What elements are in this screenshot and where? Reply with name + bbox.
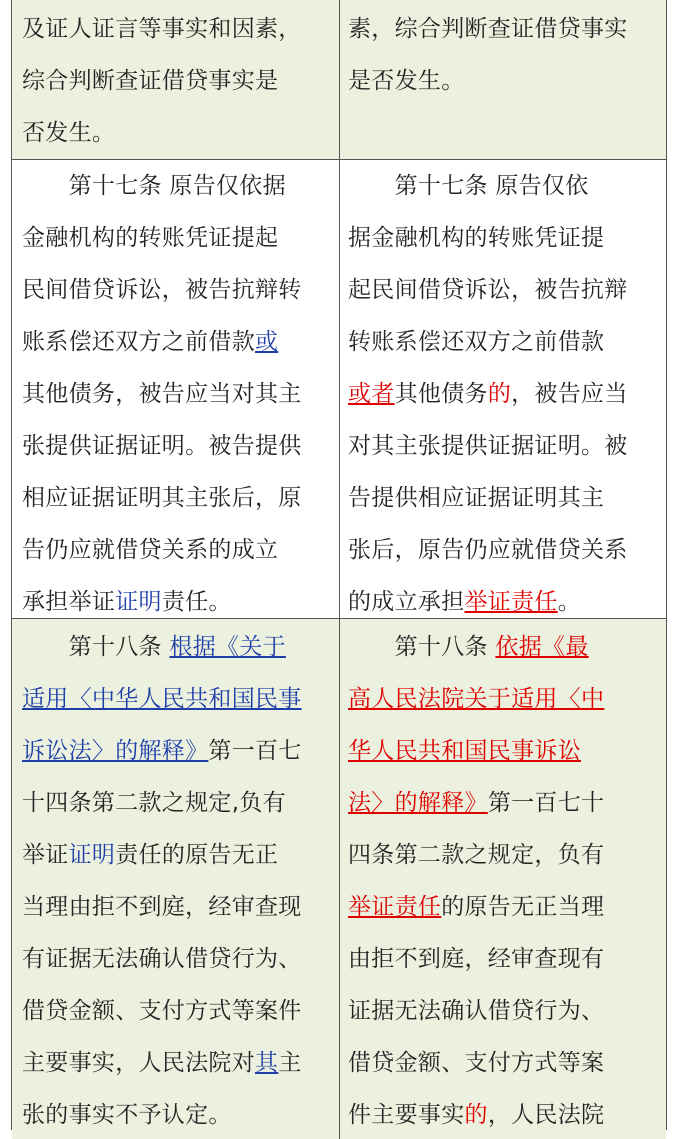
text-line [22,107,335,159]
text-line [348,881,662,933]
text-segment: 第一百七十 [487,790,605,816]
left-cell [12,160,340,618]
text-line [348,524,662,576]
text-segment: 第一百七 [208,738,302,764]
table-row [12,619,666,1139]
text-segment: 民间借贷诉讼，被告抗辩转 [22,277,302,303]
text-line [348,725,662,777]
text-segment: 十四条第二款之规定,负有 [22,790,286,816]
text-segment: 综合判断查证借贷事实是 [22,68,279,94]
highlighted-text: 或 [255,329,279,355]
text-segment: 第十七条 原告仅依据 [22,173,286,199]
text-segment: 第十八条 [348,634,496,660]
text-line [348,777,662,829]
right-cell [340,619,666,1139]
text-segment: ，人民法院 [487,1102,605,1128]
table-row [12,0,666,160]
highlighted-text: 根据《关于 [169,634,286,660]
text-line [348,621,662,673]
highlighted-text: 诉讼法〉的解释》 [22,738,209,764]
text-segment: 第十八条 [22,634,170,660]
text-segment: 其他债务 [394,381,488,407]
text-segment: 。 [557,589,582,615]
text-line [348,316,662,368]
text-line [348,1089,662,1139]
comparison-table [11,0,667,1130]
text-segment: 对其主张提供证据证明。被 [348,433,628,459]
text-segment: 的成立承担 [348,589,465,615]
highlighted-text: 的 [487,381,512,407]
text-line [22,725,335,777]
text-line [22,368,335,420]
text-line [22,160,335,212]
text-line [348,420,662,472]
table-row [12,160,666,619]
text-segment: 转账系偿还双方之前借款 [348,329,605,355]
text-segment: 证据无法确认借贷行为、 [348,998,605,1024]
left-cell [12,619,340,1139]
text-line [22,55,335,107]
highlighted-text: 适用〈中华人民共和国民事 [22,686,302,712]
text-line [22,673,335,725]
right-cell [340,0,666,159]
highlighted-text: 其 [255,1050,279,1076]
text-segment: 的原告无正当理 [441,894,605,920]
text-segment: 据金融机构的转账凭证提 [348,225,605,251]
text-segment: 告仍应就借贷关系的成立 [22,537,279,563]
text-segment: 责任。 [161,589,232,615]
text-line [348,933,662,985]
text-segment: 账系偿还双方之前借款 [22,329,255,355]
text-line [22,1037,335,1089]
highlighted-text: 举证责任 [348,894,442,920]
text-segment: 否发生。 [22,120,116,146]
text-segment: 当理由拒不到庭，经审查现 [22,894,302,920]
text-line [22,472,335,524]
text-line [348,576,662,618]
right-cell [340,160,666,618]
left-cell [12,0,340,159]
text-line [348,212,662,264]
highlighted-text: 华人民共和国民事诉讼 [348,738,581,764]
text-line [22,621,335,673]
text-line [348,673,662,725]
text-line [348,264,662,316]
text-line [22,576,335,618]
text-segment: 主要事实，人民法院对 [22,1050,255,1076]
text-segment: 主 [278,1050,302,1076]
text-segment: 有证据无法确认借贷行为、 [22,946,302,972]
highlighted-text: 依据《最 [495,634,589,660]
text-segment: 举证 [22,842,69,868]
text-line [22,264,335,316]
text-line [22,212,335,264]
highlighted-text: 法〉的解释》 [348,790,488,816]
text-segment: 张的事实不予认定。 [22,1102,232,1128]
text-segment: 件主要事实 [348,1102,465,1128]
text-segment: 金融机构的转账凭证提起 [22,225,279,251]
text-line [22,829,335,881]
text-segment: 四条第二款之规定，负有 [348,842,605,868]
text-line [348,3,662,55]
text-segment: 是否发生。 [348,68,465,94]
text-segment: 借贷金额、支付方式等案件 [22,998,302,1024]
text-segment: 由拒不到庭，经审查现有 [348,946,605,972]
highlighted-text: 高人民法院关于适用〈中 [348,686,605,712]
text-line [22,1089,335,1139]
text-line [348,55,662,107]
text-segment: 告提供相应证据证明其主 [348,485,605,511]
text-segment: 第十七条 原告仅依 [348,173,589,199]
text-segment: 张后，原告仍应就借贷关系 [348,537,628,563]
text-line [22,985,335,1037]
text-line [348,829,662,881]
text-line [348,1037,662,1089]
text-line [22,316,335,368]
text-line [348,160,662,212]
text-segment: 责任的原告无正 [115,842,279,868]
highlighted-text: 举证责任 [464,589,558,615]
text-line [22,777,335,829]
text-segment: 起民间借贷诉讼，被告抗辩 [348,277,628,303]
text-line [22,881,335,933]
text-segment: 张提供证据证明。被告提供 [22,433,302,459]
highlighted-text: 的 [464,1102,488,1128]
text-segment: 借贷金额、支付方式等案 [348,1050,605,1076]
text-segment: 及证人证言等事实和因素， [22,16,302,42]
highlighted-text: 或者 [348,381,395,407]
text-line [22,420,335,472]
text-line [348,368,662,420]
highlighted-text: 证明 [68,842,116,868]
text-segment: 其他债务，被告应当对其主 [22,381,302,407]
text-segment: 相应证据证明其主张后，原 [22,485,302,511]
highlighted-text: 证明 [115,589,162,615]
text-line [22,933,335,985]
text-line [348,985,662,1037]
text-segment: ，被告应当 [511,381,628,407]
text-line [22,524,335,576]
text-segment: 承担举证 [22,589,116,615]
text-segment: 素，综合判断查证借贷事实 [348,16,628,42]
text-line [348,472,662,524]
text-line [22,3,335,55]
